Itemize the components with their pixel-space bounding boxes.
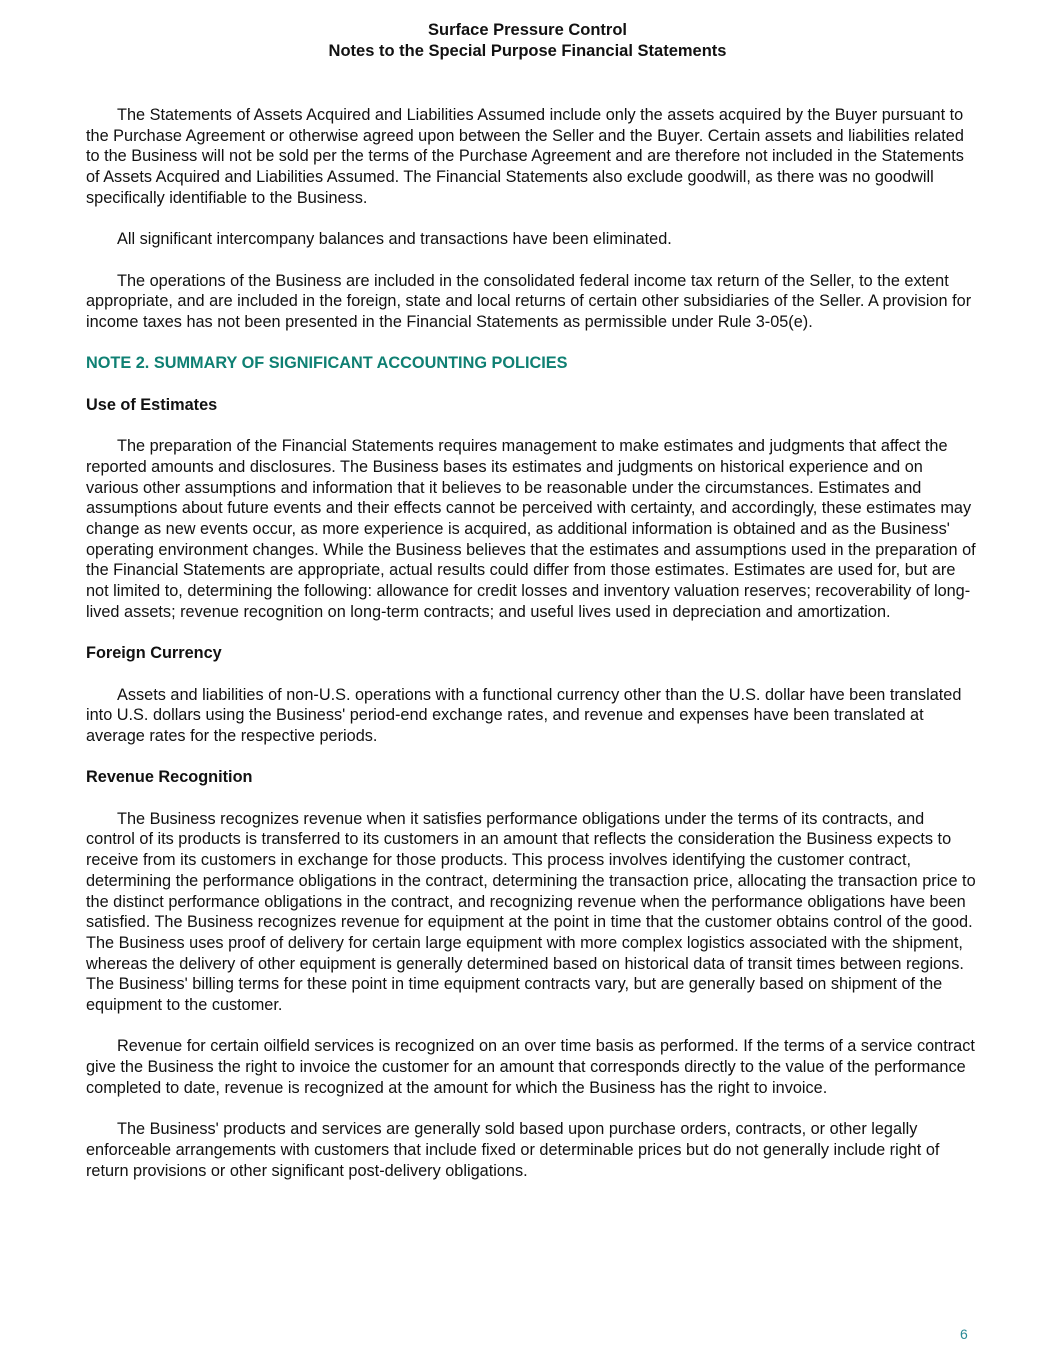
- use-of-estimates-paragraph: The preparation of the Financial Statements requires management to make estimates and judgments that affect the reported amounts and disclosures. The Business bases its estimates and judgments on historical experience and on various other assumptions and information that it believes to be reasonable under the circumstances. Estimates and assumptions about future events and their effects cannot be perceived with certainty, and accordingly, these estimates may change as new events occur, as more experience is acquired, as additional information is obtained and as the Business' operating environment changes. While the Business believes that the estimates and assumptions used in the preparation of the Financial Statements are appropriate, actual results could differ from those estimates. Estimates are used for, but are not limited to, determining the following: allowance for credit losses and inventory valuation reserves; recoverability of long-lived assets; revenue recognition on long-term contracts; and useful lives used in depreciation and amortization.: [86, 437, 976, 621]
- foreign-currency-paragraph: Assets and liabilities of non-U.S. operations with a functional currency other than the U.S. dollar have been translated into U.S. dollars using the Business' period-end exchange rates, and revenue and expenses have been translated at average rates for the respective periods.: [86, 685, 962, 745]
- section-heading-revenue-recognition: Revenue Recognition: [86, 768, 253, 787]
- revenue-recognition-paragraph: The Business recognizes revenue when it satisfies performance obligations under the terms of its contracts, and control of its products is transferred to its customers in an amount that reflects the consideration the Business expects to receive from its customers in exchange for those products. This process involves identifying the customer contract, determining the performance obligations in the contract, determining the transaction price, allocating the transaction price to the distinct performance obligations in the contract, and recognizing revenue when the performance obligations have been satisfied. The Business recognizes revenue for equipment at the point in time that the customer obtains control of the good. The Business uses proof of delivery for certain large equipment with more complex logistics associated with the shipment, whereas the delivery of other equipment is generally determined based on historical data of transit times between regions. The Business' billing terms for these point in time equipment contracts vary, but are generally based on shipment of the equipment to the customer.: [86, 809, 976, 1015]
- page-header: [0, 20, 1055, 62]
- document-title: Notes to the Special Purpose Financial Statements: [328, 42, 727, 60]
- document-body: [86, 105, 976, 1202]
- revenue-recognition-paragraph: Revenue for certain oilfield services is recognized on an over time basis as performed. If the terms of a service contract give the Business the right to invoice the customer for an amount that corresponds directly to the value of the performance completed to date, revenue is recognized at the amount for which the Business has the right to invoice.: [86, 1037, 975, 1097]
- company-name: Surface Pressure Control: [428, 21, 627, 39]
- revenue-recognition-paragraph: The Business' products and services are generally sold based upon purchase orders, contracts, or other legally enforceable arrangements with customers that include fixed or determinable prices but do not generally include right of return provisions or other significant post-delivery obligations.: [86, 1120, 940, 1180]
- intro-paragraph: The Statements of Assets Acquired and Liabilities Assumed include only the assets acquired by the Buyer pursuant to the Purchase Agreement or otherwise agreed upon between the Seller and the Buyer. Certain assets and liabilities related to the Business will not be sold per the terms of the Purchase Agreement and are therefore not included in the Statements of Assets Acquired and Liabilities Assumed. The Financial Statements also exclude goodwill, as there was no goodwill specifically identifiable to the Business.: [86, 106, 964, 207]
- page-number: 6: [960, 1326, 968, 1342]
- section-heading-use-of-estimates: Use of Estimates: [86, 395, 218, 414]
- section-heading-foreign-currency: Foreign Currency: [86, 644, 222, 663]
- note-2-heading: NOTE 2. SUMMARY OF SIGNIFICANT ACCOUNTING POLICIES: [86, 354, 568, 373]
- intro-paragraph: All significant intercompany balances and transactions have been eliminated.: [117, 230, 672, 249]
- intro-paragraph: The operations of the Business are included in the consolidated federal income tax return of the Seller, to the extent appropriate, and are included in the foreign, state and local returns of certain other subsidiaries of the Seller. A provision for income taxes has not been presented in the Financial Statements as permissible under Rule 3-05(e).: [86, 271, 972, 331]
